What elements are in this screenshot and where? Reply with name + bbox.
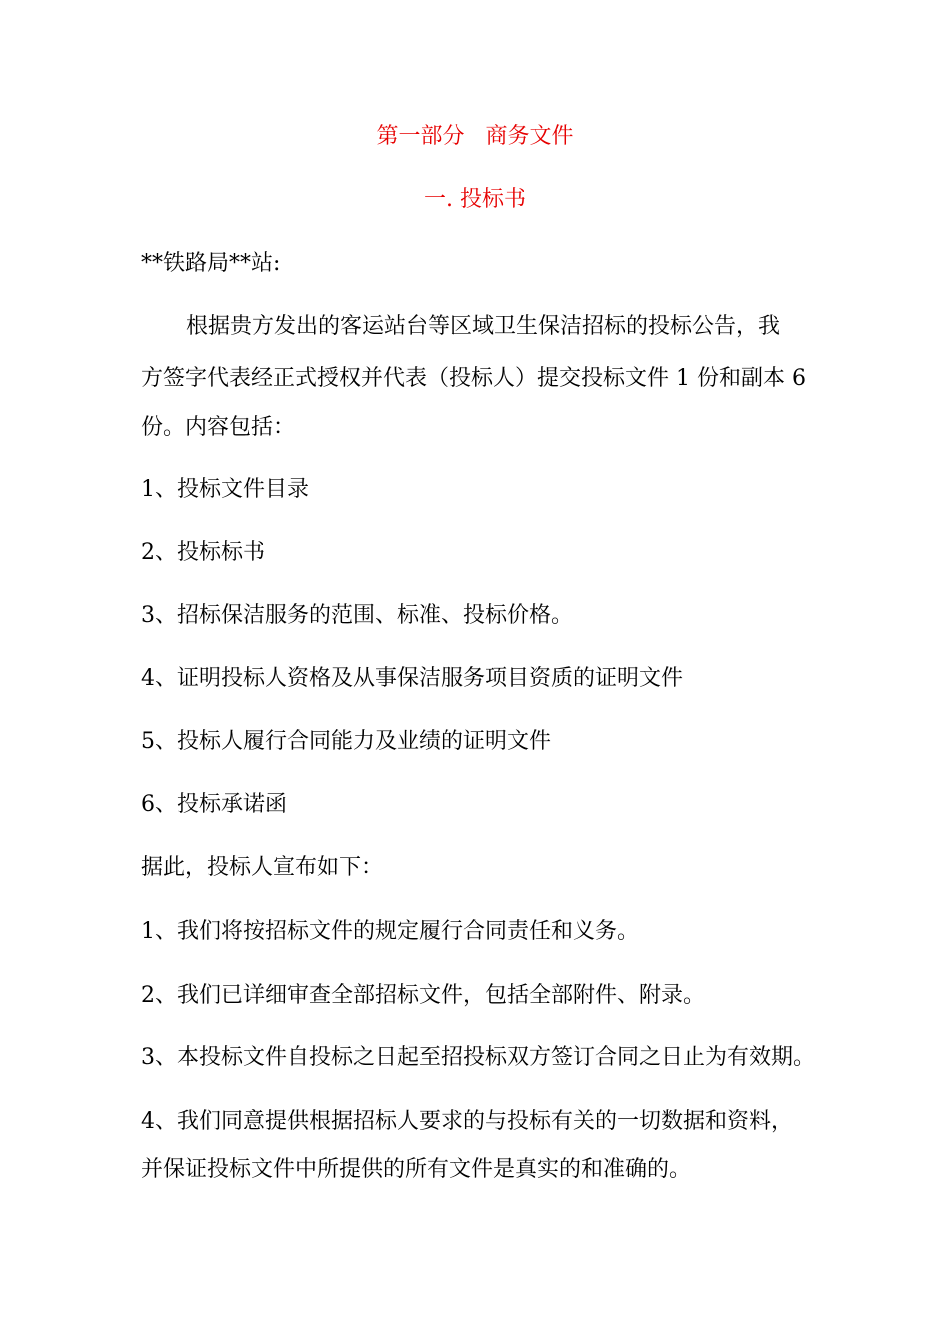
declaration-item-1: 1、我们将按招标文件的规定履行合同责任和义务。 — [141, 919, 639, 944]
contents-item-2: 2、投标标书 — [141, 540, 265, 565]
contents-item-4: 4、证明投标人资格及从事保洁服务项目资质的证明文件 — [141, 666, 683, 691]
intro-line-3: 份。内容包括： — [141, 415, 296, 440]
declaration-item-4: 4、我们同意提供根据招标人要求的与投标有关的一切数据和资料， — [141, 1109, 793, 1134]
contents-item-5: 5、投标人履行合同能力及业绩的证明文件 — [141, 729, 551, 754]
contents-item-1: 1、投标文件目录 — [141, 477, 309, 502]
section-title: 一. 投标书 — [424, 187, 526, 212]
declaration-intro: 据此，投标人宣布如下： — [141, 855, 384, 880]
contents-item-3: 3、招标保洁服务的范围、标准、投标价格。 — [141, 603, 573, 628]
intro-line-1: 根据贵方发出的客运站台等区域卫生保洁招标的投标公告，我 — [186, 314, 781, 339]
salutation: **铁路局**站: — [141, 251, 281, 276]
declaration-item-2: 2、我们已详细审查全部招标文件，包括全部附件、附录。 — [141, 983, 705, 1008]
intro-line-2: 方签字代表经正式授权并代表（投标人）提交投标文件 1 份和副本 6 — [141, 366, 806, 391]
part-title: 第一部分 商务文件 — [376, 124, 574, 149]
declaration-item-3: 3、本投标文件自投标之日起至招投标双方签订合同之日止为有效期。 — [141, 1045, 815, 1070]
contents-item-6: 6、投标承诺函 — [141, 792, 287, 817]
declaration-item-4-continued: 并保证投标文件中所提供的所有文件是真实的和准确的。 — [141, 1157, 692, 1182]
